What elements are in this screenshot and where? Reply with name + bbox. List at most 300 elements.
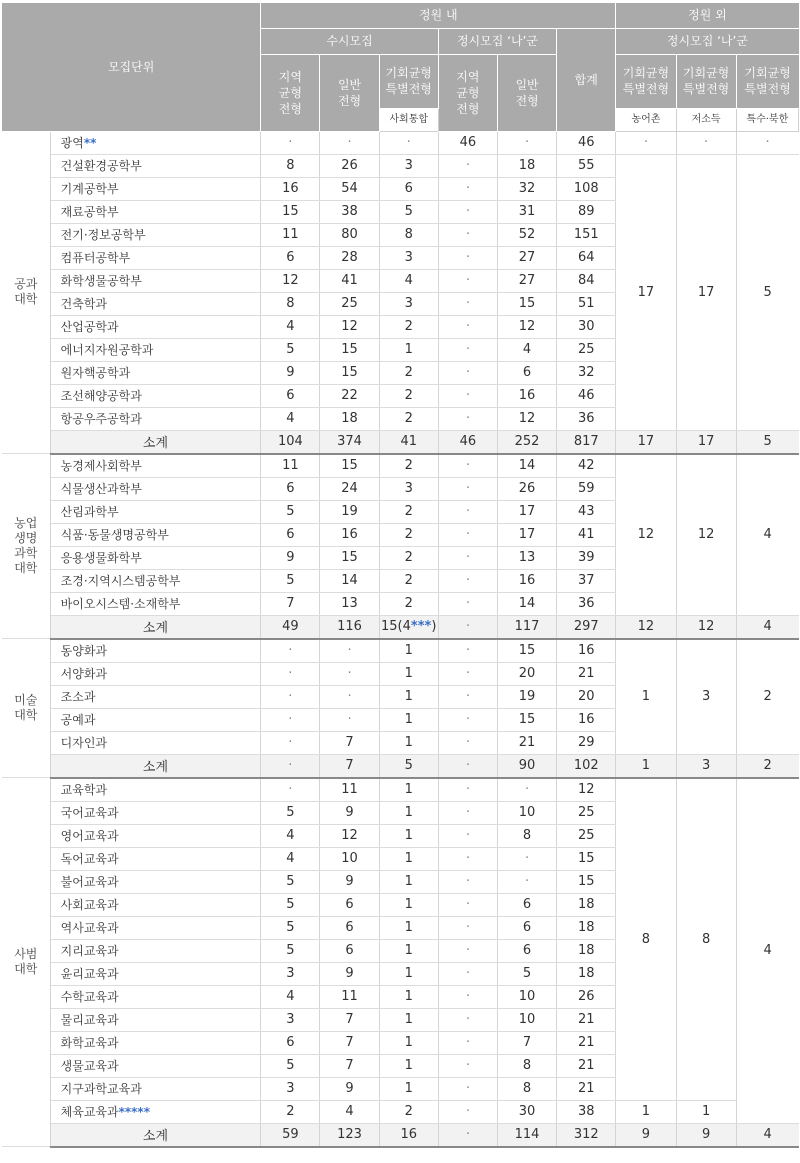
cell-susi-regional: 5 xyxy=(261,1054,320,1077)
cell-susi-opportunity: 1 xyxy=(379,916,438,939)
merged-lowincome: 3 xyxy=(676,639,736,755)
cell-jeongsi-general: 10 xyxy=(497,801,556,824)
cell-jeongsi-regional: · xyxy=(438,1008,497,1031)
cell-total: 29 xyxy=(557,731,616,754)
subtotal-value: 297 xyxy=(573,619,599,634)
header-rural: 농어촌 xyxy=(616,108,676,131)
cell-jeongsi-regional: · xyxy=(438,731,497,754)
cell-total: 25 xyxy=(557,338,616,361)
unit-label: 생물교육과 xyxy=(60,1059,119,1073)
cell-total: 84 xyxy=(557,269,616,292)
cell-total: 39 xyxy=(557,546,616,569)
subtotal-special: 5 xyxy=(736,430,798,454)
cell-jeongsi-regional: · xyxy=(438,523,497,546)
cell-susi-general: 10 xyxy=(320,847,379,870)
cell-jeongsi-regional: · xyxy=(438,223,497,246)
cell-jeongsi-general: 16 xyxy=(497,384,556,407)
cell-susi-general: · xyxy=(320,685,379,708)
subtotal-value-tail: ) xyxy=(431,619,437,634)
cell-susi-general: 54 xyxy=(320,177,379,200)
cell-total: 42 xyxy=(557,454,616,478)
cell-total: 37 xyxy=(557,569,616,592)
cell-susi-opportunity: 1 xyxy=(379,338,438,361)
cell-susi-general: 7 xyxy=(320,1054,379,1077)
unit-name xyxy=(50,1054,261,1077)
cell-susi-general: 4 xyxy=(320,1100,379,1123)
subtotal-total xyxy=(557,754,616,778)
cell-jeongsi-general: 14 xyxy=(497,592,556,615)
subtotal-susi-opportunity xyxy=(379,754,438,778)
cell-jeongsi-general: · xyxy=(497,870,556,893)
cell-jeongsi-regional: · xyxy=(438,477,497,500)
unit-name xyxy=(50,154,261,177)
cell-total: 16 xyxy=(557,708,616,731)
table-row xyxy=(2,454,799,478)
cell-jeongsi-general: 6 xyxy=(497,361,556,384)
unit-label: 조소과 xyxy=(60,690,96,704)
cell-susi-regional: 5 xyxy=(261,338,320,361)
cell-jeongsi-regional: · xyxy=(438,177,497,200)
table-row xyxy=(2,639,799,663)
cell-jeongsi-general: 18 xyxy=(497,154,556,177)
cell-susi-regional: · xyxy=(261,685,320,708)
subtotal-susi-regional xyxy=(261,1123,320,1147)
cell-susi-general: 16 xyxy=(320,523,379,546)
cell-susi-regional: 6 xyxy=(261,523,320,546)
cell-susi-regional: 5 xyxy=(261,500,320,523)
subtotal-rural: 9 xyxy=(616,1123,676,1147)
cell-susi-general: 22 xyxy=(320,384,379,407)
cell-susi-opportunity: 5 xyxy=(379,200,438,223)
unit-label: 조경·지역시스템공학부 xyxy=(60,574,181,588)
unit-label: 화학교육과 xyxy=(60,1036,119,1050)
cell-susi-general: 6 xyxy=(320,939,379,962)
cell-susi-general: 18 xyxy=(320,407,379,430)
cell-jeongsi-general: 27 xyxy=(497,269,556,292)
unit-name xyxy=(50,1008,261,1031)
unit-name xyxy=(50,985,261,1008)
unit-name xyxy=(50,546,261,569)
cell-jeongsi-regional: · xyxy=(438,1031,497,1054)
cell-susi-opportunity: 1 xyxy=(379,824,438,847)
cell-jeongsi-regional: · xyxy=(438,893,497,916)
cell-susi-regional: 8 xyxy=(261,154,320,177)
cell-susi-opportunity: 2 xyxy=(379,592,438,615)
footnote-mark: ** xyxy=(83,136,97,150)
cell-total: 51 xyxy=(557,292,616,315)
cell-susi-opportunity: 2 xyxy=(379,523,438,546)
cell-total: 21 xyxy=(557,1054,616,1077)
unit-name xyxy=(50,962,261,985)
cell-jeongsi-regional: · xyxy=(438,870,497,893)
cell-jeongsi-regional: · xyxy=(438,639,497,663)
cell-susi-general: 14 xyxy=(320,569,379,592)
unit-label: 지구과학교육과 xyxy=(60,1082,142,1096)
cell-susi-opportunity: 2 xyxy=(379,315,438,338)
cell-susi-regional: · xyxy=(261,778,320,802)
cell-susi-opportunity: 1 xyxy=(379,685,438,708)
unit-name xyxy=(50,1077,261,1100)
cell-susi-regional: 4 xyxy=(261,847,320,870)
unit-name xyxy=(50,893,261,916)
cell-susi-opportunity: 2 xyxy=(379,384,438,407)
unit-label: 항공우주공학과 xyxy=(60,412,142,426)
subtotal-value: · xyxy=(465,758,470,773)
cell-susi-opportunity: 1 xyxy=(379,1031,438,1054)
cell-susi-general: 15 xyxy=(320,361,379,384)
subtotal-value: 312 xyxy=(573,1127,599,1142)
cell-jeongsi-regional: · xyxy=(438,1077,497,1100)
cell-susi-opportunity: 1 xyxy=(379,847,438,870)
cell-susi-general: 19 xyxy=(320,500,379,523)
cell-total: 21 xyxy=(557,1031,616,1054)
cell-susi-general: 15 xyxy=(320,454,379,478)
cell-susi-regional: 9 xyxy=(261,546,320,569)
subtotal-susi-regional xyxy=(261,754,320,778)
subtotal-rural: 17 xyxy=(616,430,676,454)
unit-label: 체육교육과 xyxy=(60,1105,119,1119)
cell-jeongsi-regional: · xyxy=(438,200,497,223)
cell-jeongsi-general: 12 xyxy=(497,407,556,430)
cell-susi-opportunity: 2 xyxy=(379,1100,438,1123)
cell-susi-regional: 6 xyxy=(261,1031,320,1054)
table-row xyxy=(2,778,799,802)
subtotal-special: 4 xyxy=(736,1123,798,1147)
header-jeongsi: 정시모집 ‘나’군 xyxy=(438,28,556,54)
cell-susi-general: · xyxy=(320,662,379,685)
unit-name xyxy=(50,662,261,685)
cell-total: 21 xyxy=(557,1008,616,1031)
table-row xyxy=(2,131,799,154)
subtotal-value: 817 xyxy=(573,434,599,449)
cell-jeongsi-regional: · xyxy=(438,1100,497,1123)
subtotal-value: 90 xyxy=(518,758,536,773)
cell-total: 55 xyxy=(557,154,616,177)
subtotal-value: 374 xyxy=(337,434,362,449)
cell-jeongsi-general: 6 xyxy=(497,939,556,962)
cell-jeongsi-regional: · xyxy=(438,361,497,384)
unit-label: 동양화과 xyxy=(60,644,108,658)
cell-jeongsi-regional: · xyxy=(438,1054,497,1077)
cell-total: 36 xyxy=(557,407,616,430)
subtotal-susi-regional xyxy=(261,615,320,639)
cell-susi-regional: · xyxy=(261,731,320,754)
cell-jeongsi-regional: · xyxy=(438,454,497,478)
unit-label: 산림과학부 xyxy=(60,505,119,519)
unit-name xyxy=(50,269,261,292)
cell-jeongsi-general: 21 xyxy=(497,731,556,754)
cell-jeongsi-general: 5 xyxy=(497,962,556,985)
cell-susi-opportunity: 2 xyxy=(379,361,438,384)
cell-susi-general: 28 xyxy=(320,246,379,269)
subtotal-label: 소계 xyxy=(50,1123,261,1147)
subtotal-susi-regional xyxy=(261,430,320,454)
unit-name xyxy=(50,731,261,754)
subtotal-jeongsi-general xyxy=(497,1123,556,1147)
subtotal-lowincome: 9 xyxy=(676,1123,736,1147)
cell-susi-general: 7 xyxy=(320,1031,379,1054)
cell-jeongsi-general: 16 xyxy=(497,569,556,592)
cell-jeongsi-regional: · xyxy=(438,292,497,315)
merged-special: 5 xyxy=(736,154,798,430)
unit-label: 물리교육과 xyxy=(60,1013,119,1027)
cell-jeongsi-regional: · xyxy=(438,708,497,731)
unit-label: 서양화과 xyxy=(60,667,108,681)
cell-susi-general: 11 xyxy=(320,985,379,1008)
subtotal-label: 소계 xyxy=(50,615,261,639)
cell-susi-opportunity: 3 xyxy=(379,246,438,269)
merged-lowincome: 8 xyxy=(676,778,736,1101)
merged-rural: 17 xyxy=(616,154,676,430)
cell-susi-general: 7 xyxy=(320,731,379,754)
cell-susi-opportunity: 1 xyxy=(379,893,438,916)
cell-susi-opportunity: 1 xyxy=(379,939,438,962)
cell-special: · xyxy=(736,131,798,154)
cell-jeongsi-regional: · xyxy=(438,384,497,407)
cell-jeongsi-general: 17 xyxy=(497,500,556,523)
unit-name xyxy=(50,131,261,154)
subtotal-susi-general xyxy=(320,615,379,639)
table-header xyxy=(2,3,799,131)
subtotal-row xyxy=(2,754,799,778)
cell-susi-general: 25 xyxy=(320,292,379,315)
subtotal-lowincome: 12 xyxy=(676,615,736,639)
cell-rural: · xyxy=(616,131,676,154)
subtotal-value: 16 xyxy=(400,1127,417,1142)
subtotal-value: 252 xyxy=(514,434,540,449)
cell-susi-general: 26 xyxy=(320,154,379,177)
unit-name xyxy=(50,801,261,824)
cell-total: 151 xyxy=(557,223,616,246)
subtotal-value: 15(4 xyxy=(381,619,411,634)
unit-name xyxy=(50,223,261,246)
cell-susi-opportunity: 1 xyxy=(379,1054,438,1077)
cell-jeongsi-regional: · xyxy=(438,338,497,361)
merged-special: 4 xyxy=(736,778,798,1124)
subtotal-value: 116 xyxy=(337,619,362,634)
cell-susi-opportunity: · xyxy=(379,131,438,154)
header-susi-regional: 지역 균형 전형 xyxy=(261,54,320,131)
cell-susi-opportunity: 1 xyxy=(379,1077,438,1100)
merged-rural: 1 xyxy=(616,639,676,755)
unit-label: 공예과 xyxy=(60,713,96,727)
cell-jeongsi-general: 7 xyxy=(497,1031,556,1054)
cell-total: 15 xyxy=(557,870,616,893)
cell-jeongsi-general: 17 xyxy=(497,523,556,546)
unit-label: 역사교육과 xyxy=(60,921,119,935)
cell-jeongsi-general: 10 xyxy=(497,1008,556,1031)
unit-label: 독어교육과 xyxy=(60,852,119,866)
cell-total: 18 xyxy=(557,916,616,939)
cell-jeongsi-regional: 46 xyxy=(438,131,497,154)
subtotal-value: 46 xyxy=(459,434,477,449)
subtotal-jeongsi-regional xyxy=(438,430,497,454)
unit-name xyxy=(50,592,261,615)
unit-label: 응용생물화학부 xyxy=(60,551,142,565)
cell-susi-regional: 5 xyxy=(261,916,320,939)
cell-jeongsi-general: 8 xyxy=(497,1054,556,1077)
cell-rural: 1 xyxy=(616,1100,676,1123)
unit-label: 광역 xyxy=(60,136,84,150)
cell-jeongsi-general: 52 xyxy=(497,223,556,246)
cell-jeongsi-general: 8 xyxy=(497,1077,556,1100)
header-social: 사회통합 xyxy=(379,108,438,131)
cell-jeongsi-regional: · xyxy=(438,546,497,569)
cell-total: 43 xyxy=(557,500,616,523)
header-ext-opportunity-3: 기회균형 특별전형 xyxy=(736,54,798,108)
subtotal-jeongsi-general xyxy=(497,430,556,454)
unit-name xyxy=(50,639,261,663)
unit-label: 화학생물공학부 xyxy=(60,274,142,288)
cell-total: 38 xyxy=(557,1100,616,1123)
cell-total: 30 xyxy=(557,315,616,338)
cell-jeongsi-regional: · xyxy=(438,939,497,962)
unit-label: 불어교육과 xyxy=(60,875,119,889)
cell-jeongsi-regional: · xyxy=(438,569,497,592)
subtotal-row xyxy=(2,1123,799,1147)
subtotal-susi-general xyxy=(320,430,379,454)
unit-name xyxy=(50,1100,261,1123)
header-susi: 수시모집 xyxy=(261,28,439,54)
header-ext-opportunity-1: 기회균형 특별전형 xyxy=(616,54,676,108)
unit-label: 사회교육과 xyxy=(60,898,119,912)
unit-name xyxy=(50,315,261,338)
unit-name xyxy=(50,454,261,478)
header-lowincome: 저소득 xyxy=(676,108,736,131)
cell-jeongsi-general: 8 xyxy=(497,824,556,847)
cell-susi-general: 6 xyxy=(320,893,379,916)
cell-total: 18 xyxy=(557,962,616,985)
cell-jeongsi-general: 27 xyxy=(497,246,556,269)
unit-label: 윤리교육과 xyxy=(60,967,119,981)
cell-susi-regional: 5 xyxy=(261,939,320,962)
cell-susi-regional: 4 xyxy=(261,824,320,847)
footnote-mark: ***** xyxy=(118,1105,150,1119)
subtotal-rural: 12 xyxy=(616,615,676,639)
cell-jeongsi-general: · xyxy=(497,778,556,802)
subtotal-value: 7 xyxy=(345,758,354,773)
cell-total: 41 xyxy=(557,523,616,546)
cell-jeongsi-regional: · xyxy=(438,662,497,685)
cell-lowincome: · xyxy=(676,131,736,154)
subtotal-label: 소계 xyxy=(50,754,261,778)
subtotal-value: 114 xyxy=(514,1127,540,1142)
unit-name xyxy=(50,200,261,223)
cell-jeongsi-regional: · xyxy=(438,315,497,338)
cell-susi-regional: 9 xyxy=(261,361,320,384)
merged-lowincome: 12 xyxy=(676,454,736,616)
cell-total: 108 xyxy=(557,177,616,200)
cell-jeongsi-general: 13 xyxy=(497,546,556,569)
cell-susi-general: 12 xyxy=(320,315,379,338)
cell-susi-opportunity: 2 xyxy=(379,454,438,478)
subtotal-lowincome: 3 xyxy=(676,754,736,778)
cell-total: 46 xyxy=(557,131,616,154)
cell-susi-general: 6 xyxy=(320,916,379,939)
unit-name xyxy=(50,523,261,546)
footnote-mark: *** xyxy=(410,619,432,634)
unit-label: 재료공학부 xyxy=(60,205,119,219)
cell-total: 18 xyxy=(557,893,616,916)
cell-susi-opportunity: 1 xyxy=(379,778,438,802)
unit-label: 조선해양공학과 xyxy=(60,389,142,403)
subtotal-value: 49 xyxy=(282,619,299,634)
cell-jeongsi-regional: · xyxy=(438,801,497,824)
cell-jeongsi-regional: · xyxy=(438,916,497,939)
unit-name xyxy=(50,246,261,269)
cell-jeongsi-regional: · xyxy=(438,685,497,708)
subtotal-susi-opportunity xyxy=(379,430,438,454)
cell-susi-regional: 5 xyxy=(261,893,320,916)
cell-susi-regional: 4 xyxy=(261,985,320,1008)
subtotal-susi-opportunity xyxy=(379,615,438,639)
cell-susi-general: 9 xyxy=(320,801,379,824)
cell-susi-regional: 5 xyxy=(261,870,320,893)
subtotal-special: 2 xyxy=(736,754,798,778)
cell-susi-general: 15 xyxy=(320,338,379,361)
cell-jeongsi-general: 19 xyxy=(497,685,556,708)
unit-name xyxy=(50,477,261,500)
unit-name xyxy=(50,361,261,384)
unit-name xyxy=(50,338,261,361)
unit-name xyxy=(50,778,261,802)
college-name: 농업 생명 과학 대학 xyxy=(2,454,50,639)
cell-susi-opportunity: 1 xyxy=(379,801,438,824)
cell-susi-general: 80 xyxy=(320,223,379,246)
unit-name xyxy=(50,177,261,200)
cell-susi-general: 38 xyxy=(320,200,379,223)
cell-susi-opportunity: 2 xyxy=(379,569,438,592)
cell-susi-general: 13 xyxy=(320,592,379,615)
cell-total: 32 xyxy=(557,361,616,384)
cell-total: 20 xyxy=(557,685,616,708)
cell-susi-opportunity: 2 xyxy=(379,500,438,523)
cell-susi-opportunity: 1 xyxy=(379,708,438,731)
cell-susi-general: 9 xyxy=(320,962,379,985)
subtotal-value: 59 xyxy=(282,1127,299,1142)
unit-label: 농경제사회학부 xyxy=(60,459,142,473)
unit-name xyxy=(50,939,261,962)
cell-susi-regional: 5 xyxy=(261,569,320,592)
cell-jeongsi-general: 4 xyxy=(497,338,556,361)
header-susi-general: 일반 전형 xyxy=(320,54,379,131)
unit-name xyxy=(50,685,261,708)
cell-total: 18 xyxy=(557,939,616,962)
header-total: 합계 xyxy=(557,28,616,131)
cell-susi-regional: 4 xyxy=(261,315,320,338)
unit-name xyxy=(50,384,261,407)
subtotal-value: · xyxy=(288,758,293,773)
cell-susi-regional: 11 xyxy=(261,223,320,246)
subtotal-jeongsi-regional xyxy=(438,1123,497,1147)
header-jeongsi-regional: 지역 균형 전형 xyxy=(438,54,497,131)
cell-susi-general: 15 xyxy=(320,546,379,569)
cell-susi-opportunity: 1 xyxy=(379,662,438,685)
cell-susi-general: · xyxy=(320,131,379,154)
cell-jeongsi-general: 14 xyxy=(497,454,556,478)
unit-label: 전기·정보공학부 xyxy=(60,228,146,242)
unit-name xyxy=(50,708,261,731)
college-name: 사범 대학 xyxy=(2,778,50,1147)
cell-susi-opportunity: 3 xyxy=(379,292,438,315)
header-inside-quota: 정원 내 xyxy=(261,3,616,28)
cell-susi-general: · xyxy=(320,639,379,663)
cell-susi-general: 41 xyxy=(320,269,379,292)
college-name: 공과 대학 xyxy=(2,131,50,454)
header-unit: 모집단위 xyxy=(2,3,261,131)
cell-total: 89 xyxy=(557,200,616,223)
merged-special: 2 xyxy=(736,639,798,755)
